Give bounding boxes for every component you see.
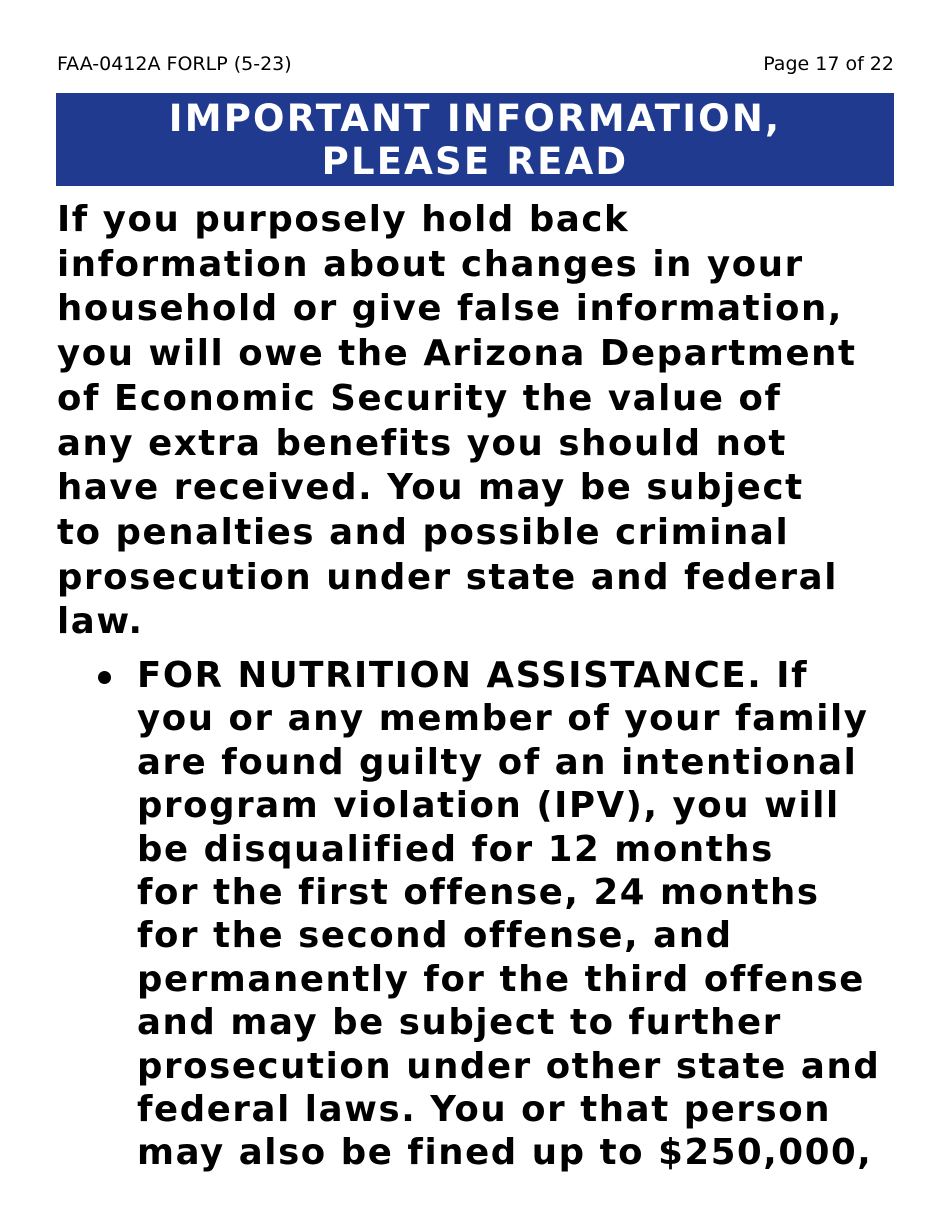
nutrition-assistance-bullet [0, 654, 950, 1175]
bullet-line: prosecution under other state and [137, 1045, 881, 1087]
form-id: FAA-0412A FORLP (5-23) [57, 53, 292, 75]
bullet-line: federal laws. You or that person [137, 1089, 832, 1131]
banner-title-line: PLEASE READ [321, 140, 629, 183]
warning-line: prosecution under state and federal [57, 556, 838, 598]
important-information-banner [56, 93, 894, 186]
page-header [57, 52, 894, 78]
warning-line: If you purposely hold back [57, 199, 630, 240]
bullet-line: are found guilty of an intentional [137, 741, 858, 783]
bullet-icon [98, 671, 111, 684]
warning-paragraph [57, 198, 907, 645]
bullet-line: and may be subject to further [137, 1002, 782, 1044]
bullet-line: may also be fined up to $250,000, [137, 1132, 873, 1174]
warning-line: of Economic Security the value of [57, 377, 782, 419]
warning-line: to penalties and possible criminal [57, 511, 790, 553]
page-number: Page 17 of 22 [763, 53, 894, 75]
bullet-line: for the second offense, and [137, 915, 733, 957]
bullet-line: be disqualified for 12 months [137, 828, 774, 870]
bullet-line: for the first offense, 24 months [137, 872, 820, 914]
warning-line: law. [57, 601, 144, 643]
penalty-list [0, 654, 950, 1175]
warning-line: household or give false information, [57, 288, 843, 330]
warning-line: have received. You may be subject [57, 467, 804, 509]
bullet-line: program violation (IPV), you will [137, 785, 840, 827]
warning-line: information about changes in your [57, 243, 804, 285]
bullet-line: FOR NUTRITION ASSISTANCE. If [137, 655, 809, 696]
banner-title-line: IMPORTANT INFORMATION, [168, 97, 782, 140]
bullet-line: you or any member of your family [137, 698, 869, 740]
bullet-line: permanently for the third offense [137, 958, 865, 1000]
warning-line: you will owe the Arizona Department [57, 333, 857, 375]
warning-line: any extra benefits you should not [57, 422, 788, 464]
